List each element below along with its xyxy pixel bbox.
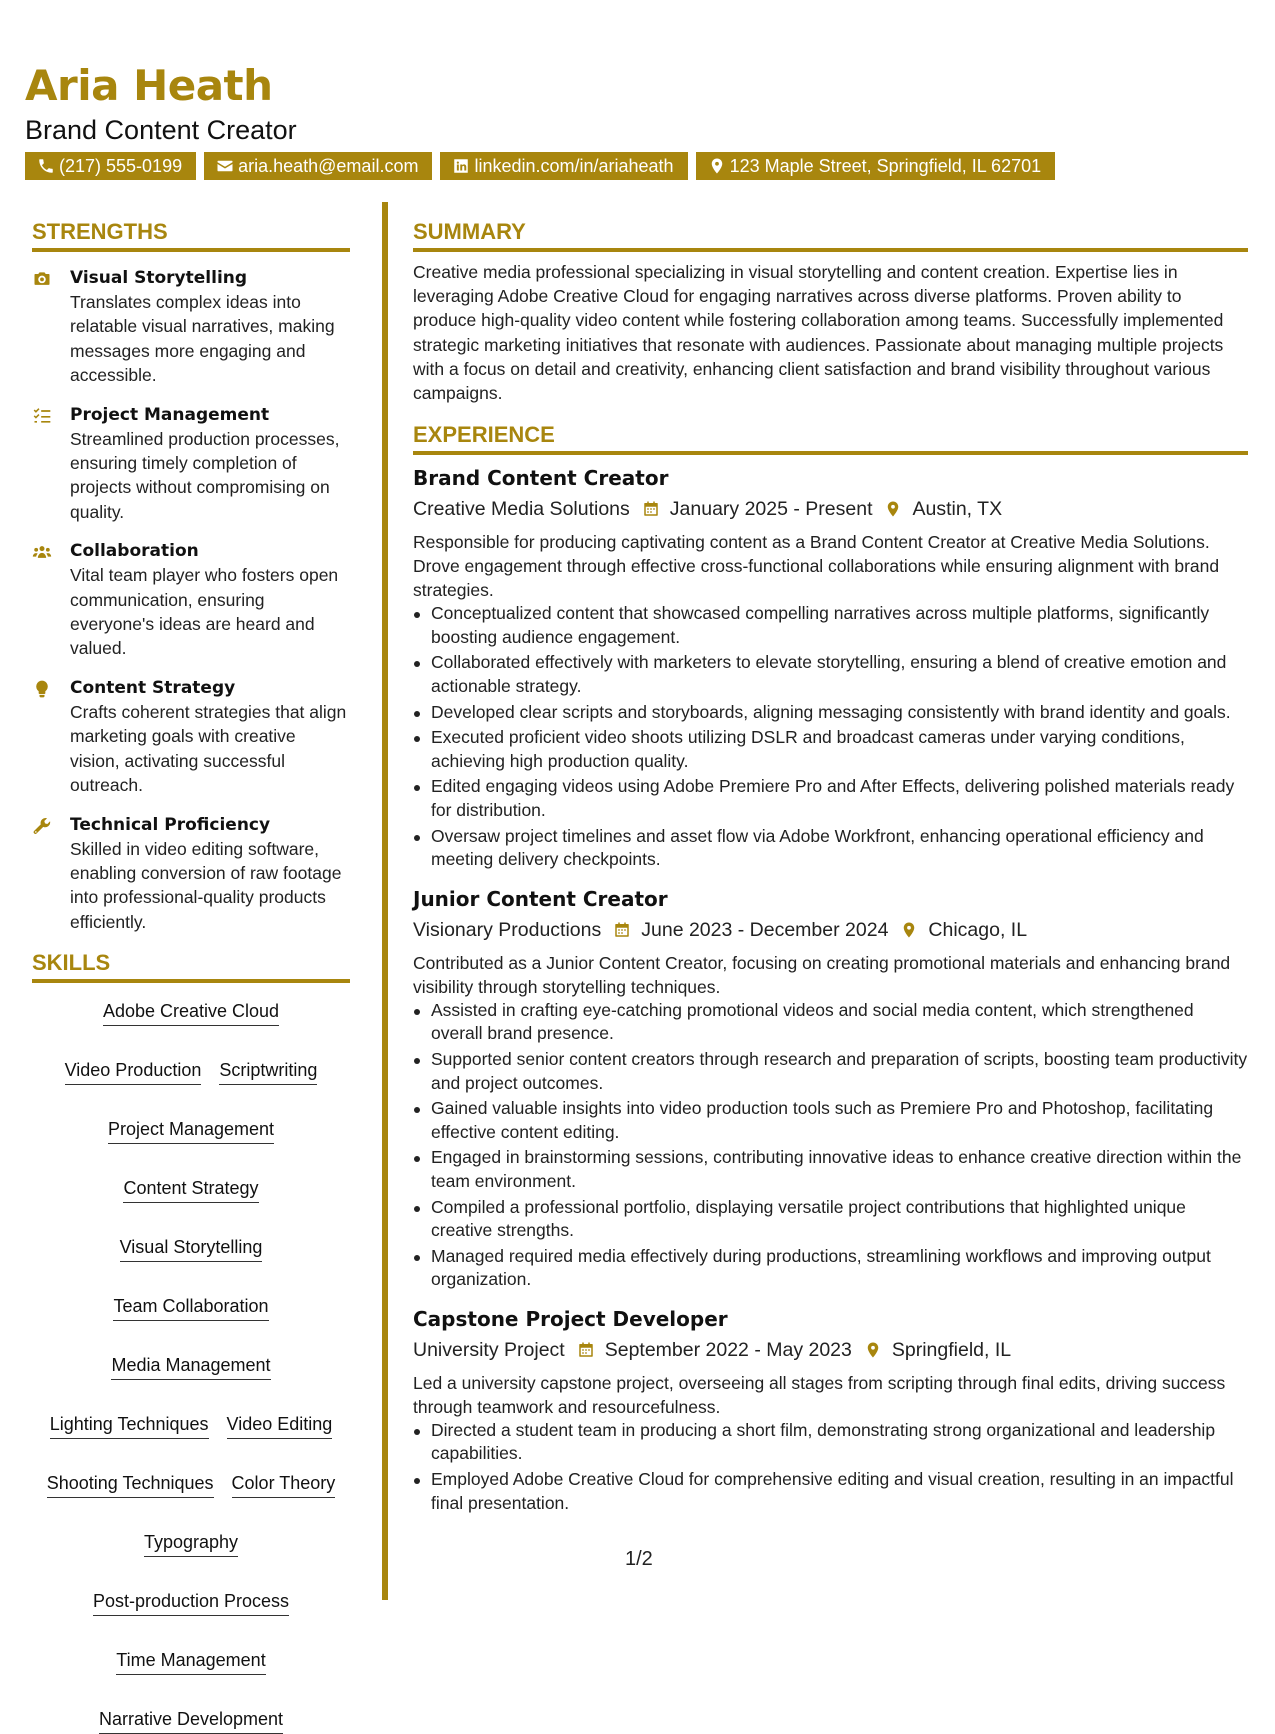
job-bullets	[413, 1419, 1248, 1515]
lightbulb-icon	[32, 679, 52, 699]
calendar-icon	[577, 1341, 595, 1359]
job-title: Capstone Project Developer	[413, 1306, 728, 1331]
strength-description: Streamlined production processes, ensuring timely completion of projects without compromising on quality.	[70, 428, 340, 522]
strength-title: Content Strategy	[70, 677, 236, 698]
skills-list	[32, 999, 350, 1734]
job-company: Visionary Productions	[413, 918, 602, 941]
skill-tag: Video Editing	[227, 1412, 333, 1439]
job-bullet: Engaged in brainstorming sessions, contributing innovative ideas to enhance creative direction within the team environment.	[413, 1146, 1248, 1193]
strength-item	[32, 813, 350, 935]
skill-tag: Lighting Techniques	[50, 1412, 209, 1439]
phone-icon	[37, 157, 55, 175]
job-company: Creative Media Solutions	[413, 498, 630, 521]
strength-description: Vital team player who fosters open communication, ensuring everyone's ideas are heard and valued.	[70, 565, 339, 659]
job-entry	[413, 886, 1248, 1292]
job-bullets	[413, 999, 1248, 1292]
column-divider	[382, 202, 388, 1600]
calendar-icon	[613, 921, 631, 939]
linkedin-icon	[452, 157, 470, 175]
location-pin-icon	[864, 1341, 882, 1359]
job-dates: June 2023 - December 2024	[641, 918, 889, 941]
email-chip[interactable]	[204, 152, 432, 180]
job-dates: January 2025 - Present	[669, 498, 873, 521]
job-entry	[413, 1306, 1248, 1515]
right-column	[413, 218, 1248, 1517]
job-company: University Project	[413, 1338, 565, 1361]
strength-title: Technical Proficiency	[70, 814, 271, 835]
left-column	[32, 218, 350, 1734]
summary-heading: SUMMARY	[413, 218, 1248, 252]
skills-heading: SKILLS	[32, 949, 350, 983]
strengths-heading: STRENGTHS	[32, 218, 350, 252]
job-location: Austin, TX	[912, 498, 1003, 521]
skill-tag: Time Management	[116, 1648, 265, 1675]
job-bullet: Edited engaging videos using Adobe Premiere Pro and After Effects, delivering polished materials ready for distribution.	[413, 775, 1248, 822]
address-text: 123 Maple Street, Springfield, IL 62701	[729, 156, 1042, 176]
job-bullet: Collaborated effectively with marketers to elevate storytelling, ensuring a blend of creative emotion and actionable strategy.	[413, 651, 1248, 698]
strength-item	[32, 676, 350, 798]
strength-description: Crafts coherent strategies that align marketing goals with creative vision, activating successful outreach.	[70, 701, 347, 796]
experience-heading: EXPERIENCE	[413, 421, 1248, 455]
job-bullet: Employed Adobe Creative Cloud for comprehensive editing and visual creation, resulting in an impactful final presentation.	[413, 1468, 1248, 1515]
job-dates: September 2022 - May 2023	[604, 1338, 852, 1361]
location-pin-icon	[884, 500, 902, 518]
calendar-icon	[642, 500, 660, 518]
phone-chip[interactable]	[25, 152, 196, 180]
phone-text: (217) 555-0199	[59, 156, 183, 176]
task-list-icon	[32, 406, 52, 426]
skill-tag: Post-production Process	[93, 1589, 289, 1616]
job-meta	[413, 495, 1248, 523]
skill-tag: Narrative Development	[99, 1707, 283, 1734]
email-text: aria.heath@email.com	[238, 156, 419, 176]
job-bullet: Assisted in crafting eye-catching promotional videos and social media content, which strengthened overall brand presence.	[413, 999, 1248, 1046]
job-bullet: Oversaw project timelines and asset flow via Adobe Workfront, enhancing operational efficiency and meeting delivery checkpoints.	[413, 825, 1248, 872]
job-summary: Led a university capstone project, overseeing all stages from scripting through final edits, driving success through teamwork and resourcefulness.	[413, 1372, 1226, 1417]
skill-tag: Team Collaboration	[113, 1294, 268, 1321]
job-meta	[413, 1336, 1248, 1364]
contact-bar	[25, 152, 1055, 180]
job-summary: Responsible for producing captivating content as a Brand Content Creator at Creative Media Solutions. Drove engagement through effective cross-functional collaborations while ensuring alignment with brand strategies.	[413, 532, 1220, 601]
job-meta	[413, 916, 1248, 944]
candidate-name: Aria Heath	[25, 61, 273, 110]
job-bullet: Executed proficient video shoots utilizing DSLR and broadcast cameras under varying conditions, achieving high production quality.	[413, 726, 1248, 773]
linkedin-chip[interactable]	[440, 152, 687, 180]
strengths-list	[32, 266, 350, 934]
job-location: Springfield, IL	[891, 1338, 1012, 1361]
job-bullet: Gained valuable insights into video production tools such as Premiere Pro and Photoshop, facilitating effective content editing.	[413, 1097, 1248, 1144]
strength-description: Skilled in video editing software, enabling conversion of raw footage into professional-quality products efficiently.	[70, 838, 342, 932]
job-bullet: Compiled a professional portfolio, displaying versatile project contributions that highlighted unique creative strengths.	[413, 1196, 1248, 1243]
skill-tag: Shooting Techniques	[47, 1471, 214, 1498]
candidate-title: Brand Content Creator	[25, 115, 297, 145]
skill-tag: Adobe Creative Cloud	[103, 999, 279, 1026]
wrench-icon	[32, 816, 52, 836]
address-chip[interactable]	[696, 152, 1056, 180]
job-entry	[413, 465, 1248, 872]
strength-title: Visual Storytelling	[70, 268, 248, 288]
skill-tag: Visual Storytelling	[120, 1235, 263, 1262]
resume-header	[25, 61, 1250, 176]
skill-tag: Project Management	[108, 1117, 274, 1144]
page-number: 1/2	[625, 1548, 653, 1570]
skill-tag: Media Management	[111, 1353, 270, 1380]
job-title: Junior Content Creator	[413, 886, 668, 911]
job-bullet: Conceptualized content that showcased compelling narratives across multiple platforms, significantly boosting audience engagement.	[413, 602, 1248, 649]
linkedin-text: linkedin.com/in/ariaheath	[474, 156, 674, 176]
strength-item	[32, 266, 350, 388]
email-icon	[216, 157, 234, 175]
skill-tag: Video Production	[65, 1058, 202, 1085]
strength-title: Collaboration	[70, 541, 199, 562]
summary-text: Creative media professional specializing in visual storytelling and content creation. Expertise lies in leveraging Adobe Creative Cloud for engaging narratives across diverse platforms. Proven ability to produce high-quality video content while fostering collaboration among teams. Successfully implemented strategic marketing initiatives that resonate with audiences. Passionate about managing multiple projects with a focus on detail and creativity, enhancing client satisfaction and brand visibility throughout various campaigns.	[413, 262, 1224, 404]
job-bullet: Directed a student team in producing a short film, demonstrating strong organizational and leadership capabilities.	[413, 1419, 1248, 1466]
job-location: Chicago, IL	[928, 918, 1028, 941]
skill-tag: Typography	[144, 1530, 238, 1557]
users-icon	[32, 542, 52, 562]
location-pin-icon	[900, 921, 918, 939]
job-bullets	[413, 602, 1248, 872]
skill-tag: Scriptwriting	[219, 1058, 317, 1085]
location-pin-icon	[708, 157, 726, 175]
job-bullet: Developed clear scripts and storyboards, aligning messaging consistently with brand identity and goals.	[413, 701, 1248, 725]
job-title: Brand Content Creator	[413, 466, 669, 491]
job-bullet: Managed required media effectively during productions, streamlining workflows and improving output organization.	[413, 1245, 1248, 1292]
strength-description: Translates complex ideas into relatable visual narratives, making messages more engaging and accessible.	[70, 292, 335, 386]
skill-tag: Content Strategy	[123, 1176, 258, 1203]
strength-item	[32, 403, 350, 525]
camera-icon	[32, 269, 52, 289]
strength-title: Project Management	[70, 404, 270, 425]
job-bullet: Supported senior content creators through research and preparation of scripts, boosting team productivity and project outcomes.	[413, 1048, 1248, 1095]
job-summary: Contributed as a Junior Content Creator, focusing on creating promotional materials and enhancing brand visibility through storytelling techniques.	[413, 952, 1231, 997]
skill-tag: Color Theory	[232, 1471, 336, 1498]
strength-item	[32, 539, 350, 661]
